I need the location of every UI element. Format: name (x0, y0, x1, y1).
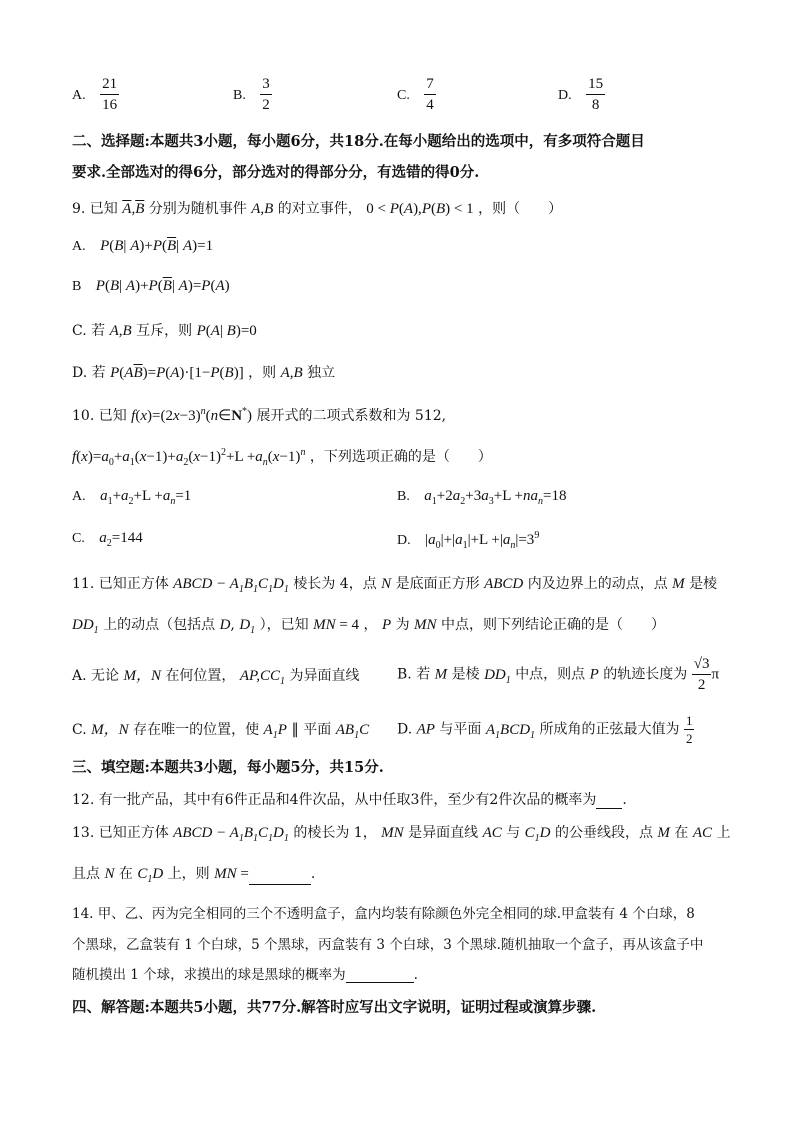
section-3-heading: 三、填空题:本题共3小题，每小题5分，共15分. (72, 759, 384, 776)
section-2-heading-line1: 二、选择题:本题共3小题，每小题6分，共18分.在每小题给出的选项中，有多项符合题目 (72, 133, 645, 150)
option-label: A. (72, 87, 86, 103)
q8-option-c (397, 76, 436, 113)
question-10-line1: 10. 已知 $f(x)=(2x-3)^n(n\in N^*)$ 展开式的二项式系数和为 512, (72, 406, 447, 424)
question-10-option-b: B. $a_1+2a_2+3a_3+L +na_n=18$ (397, 488, 567, 507)
answer-blank (596, 794, 622, 809)
fraction: $\frac{15}{8}$ (588, 76, 604, 113)
option-label: C. (397, 87, 410, 103)
section-2-heading-line2: 要求.全部选对的得6分，部分选对的得部分分，有选错的得0分. (72, 164, 480, 181)
question-11-option-a: A. 无论 M，N 在何位置， $AP,CC_1$ 为异面直线 (72, 668, 360, 687)
question-13-line2: 且点 N 在 $C_1D$ 上，则 MN = . (72, 866, 316, 885)
fraction: $\frac{3}{2}$ (262, 76, 270, 113)
q8-option-d (558, 76, 605, 113)
question-14-line1: 14. 甲、乙、丙为完全相同的三个不透明盒子，盒内均装有除颜色外完全相同的球.甲盒装有 4 个白球，8 (72, 906, 695, 922)
option-label: D. (558, 87, 572, 103)
question-14-line2: 个黑球，乙盒装有 1 个白球，5 个黑球，丙盒装有 3 个白球，3 个黑球.随机抽取一个盒子，再从该盒子中 (72, 937, 704, 953)
question-9-option-c: C. 若 A,B 互斥，则 P(A| B)=0 (72, 323, 257, 339)
fraction: $\frac{7}{4}$ (426, 76, 434, 113)
question-9-option-b: B P(B| $A)+P(\overline{B}|$ A)=P(A) (72, 278, 230, 294)
answer-blank (346, 968, 414, 983)
question-10-line2: $f(x)=a_0+a_1(x-1)+a_2(x-1)^2+L +a_n(x-1)^n$ ，下列选项正确的是（ ） (72, 447, 492, 468)
question-9-option-d: D. 若 $P(A\overline{B})=P(A)\cdot[1-P(B)]$ ，则 A,B 独立 (72, 365, 336, 381)
question-10-option-a: A. $a_1+a_2+L +a_n=1$ (72, 488, 192, 507)
question-9: 9. 已知 $\overline{A},\overline{B}$ 分别为随机事件 A,B 的对立事件， 0 < P(A),P(B) < 1 ，则（ ） (72, 201, 563, 217)
question-11-line1: 11. 已知正方体 ABCD − $A_1B_1C_1D_1$ 棱长为 4，点 N 是底面正方形 ABCD 内及边界上的动点，点 M 是棱 (72, 576, 718, 595)
fraction: $\frac{21}{16}$ (102, 76, 118, 113)
q8-option-a (72, 76, 119, 113)
question-12: 12. 有一批产品，其中有6件正品和4件次品，从中任取3件，至少有2件次品的概率为 . (72, 792, 627, 808)
question-11-option-d: D. AP 与平面 $A_1BCD_1$ 所成角的正弦最大值为 $\frac{1}{2}$ (397, 713, 693, 746)
answer-blank (249, 870, 311, 885)
question-13-line1: 13. 已知正方体 ABCD − $A_1B_1C_1D_1$ 的棱长为 1， MN 是异面直线 AC 与 $C_1D$ 的公垂线段，点 M 在 AC 上 (72, 825, 731, 844)
question-9-option-a: A. P(B| $A)+P(\overline{B}|$ A)=1 (72, 238, 214, 254)
question-10-option-c: C. $a_2=144$ (72, 530, 143, 549)
question-10-option-d: D. $|a_0|+|a_1|+L +|a_n|=3^9$ (397, 530, 540, 551)
section-4-heading: 四、解答题:本题共5小题，共77分.解答时应写出文字说明，证明过程或演算步骤. (72, 999, 597, 1016)
option-label: B. (233, 87, 246, 103)
q8-option-b (233, 76, 272, 113)
question-11-option-b: B. 若 M 是棱 $DD_1$ 中点，则点 P 的轨迹长度为 $\frac{√3}{2}$ π (397, 656, 720, 693)
question-11-line2: $DD_1$ 上的动点（包括点 D, $D_1$ ），已知 MN = 4 ， P 为 MN 中点，则下列结论正确的是（ ） (72, 617, 665, 636)
question-11-option-c: C. M，N 存在唯一的位置，使 $A_1P$ ∥ 平面 $AB_1C$ (72, 722, 370, 741)
question-14-line3: 随机摸出 1 个球，求摸出的球是黑球的概率为 . (72, 967, 418, 983)
